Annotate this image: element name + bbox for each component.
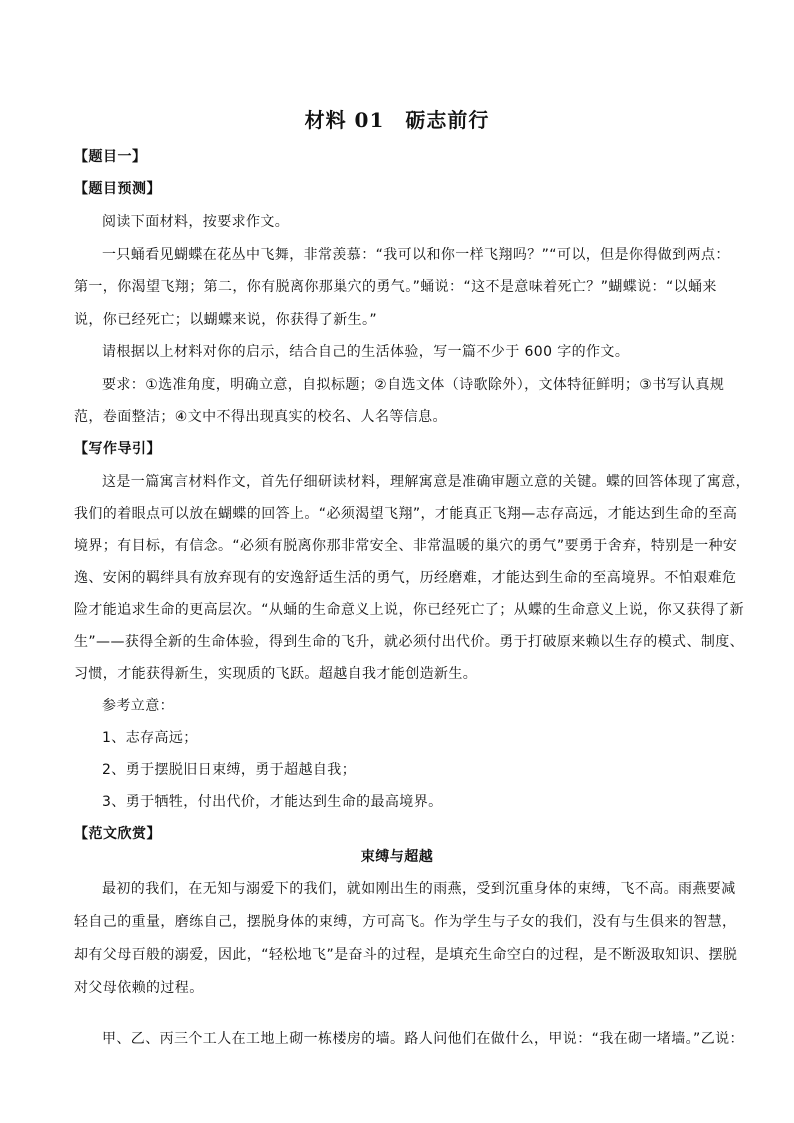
paragraph-line: 这是一篇寓言材料作文，首先仔细研读材料，理解寓意是准确审题立意的关键。蝶的回答体现了寓意， — [102, 474, 750, 490]
paragraph-line: 说，你已经死亡；以蝴蝶来说，你获得了新生。” — [74, 312, 378, 328]
paragraph-line: 逸、安闲的羁绊具有放弃现有的安逸舒适生活的勇气，历经磨难，才能达到生命的至高境界。不怕艰难危 — [74, 570, 737, 586]
essay-title: 束缚与超越 — [360, 849, 434, 865]
paragraph-line: 我们的着眼点可以放在蝴蝶的回答上。“必须渴望飞翔”，才能真正飞翔—志存高远，才能达到生命的至高 — [74, 506, 738, 522]
essay-line: 最初的我们，在无知与溺爱下的我们，就如刚出生的雨燕，受到沉重身体的束缚，飞不高。雨燕要减 — [102, 881, 736, 897]
reference-label: 参考立意： — [102, 698, 174, 714]
reference-item: 2、勇于摆脱旧日束缚，勇于超越自我； — [102, 762, 357, 778]
reference-item: 1、志存高远； — [102, 730, 198, 746]
paragraph-line: 习惯，才能获得新生，实现质的飞跃。超越自我才能创造新生。 — [74, 666, 478, 682]
paragraph-line: 生”——获得全新的生命体验，得到生命的飞升，就必须付出代价。勇于打破原来赖以生存的模式、制度、 — [74, 634, 745, 650]
reference-item: 3、勇于牺牲，付出代价，才能达到生命的最高境界。 — [102, 794, 443, 810]
paragraph-line: 险才能追求生命的更高层次。“从蛹的生命意义上说，你已经死亡了；从蝶的生命意义上说，你又获得了新 — [74, 602, 745, 618]
paragraph-line: 范，卷面整洁；④文中不得出现真实的校名、人名等信息。 — [74, 409, 447, 425]
essay-line: 甲、乙、丙三个工人在工地上砌一栋楼房的墙。路人问他们在做什么，甲说：“我在砌一堵墙。”乙说： — [102, 1031, 744, 1047]
paragraph-line: 要求：①选准角度，明确立意，自拟标题；②自选文体（诗歌除外），文体特征鲜明；③书写认真规 — [102, 377, 725, 393]
essay-line: 轻自己的重量，磨练自己，摆脱身体的束缚，方可高飞。作为学生与子女的我们，没有与生俱来的智慧， — [74, 914, 737, 930]
section-header-guide: 【写作导引】 — [74, 441, 161, 457]
paragraph-line: 阅读下面材料，按要求作文。 — [102, 214, 290, 230]
paragraph-line: 境界；有目标，有信念。“必须有脱离你那非常安全、非常温暖的巢穴的勇气”要勇于舍弃，特别是一种安 — [74, 538, 738, 554]
section-header-prediction: 【题目预测】 — [74, 181, 161, 197]
essay-line: 却有父母百般的溺爱，因此，“轻松地飞”是奋斗的过程，是填充生命空白的过程，是不断汲取知识、摆脱 — [74, 947, 738, 963]
section-header-essay: 【范文欣赏】 — [74, 826, 161, 842]
paragraph-line: 请根据以上材料对你的启示，结合自己的生活体验，写一篇不少于 600 字的作文。 — [102, 344, 630, 360]
paragraph-line: 第一，你渴望飞翔；第二，你有脱离你那巢穴的勇气。”蛹说：“这不是意味着死亡？”蝴蝶说：“以蛹来 — [74, 279, 717, 295]
essay-line: 对父母依赖的过程。 — [74, 980, 204, 996]
section-header-topic: 【题目一】 — [74, 149, 147, 165]
page-title: 材料 01 砺志前行 — [304, 108, 490, 132]
paragraph-line: 一只蛹看见蝴蝶在花丛中飞舞，非常羡慕：“我可以和你一样飞翔吗？”“可以，但是你得做到两点： — [102, 247, 730, 263]
